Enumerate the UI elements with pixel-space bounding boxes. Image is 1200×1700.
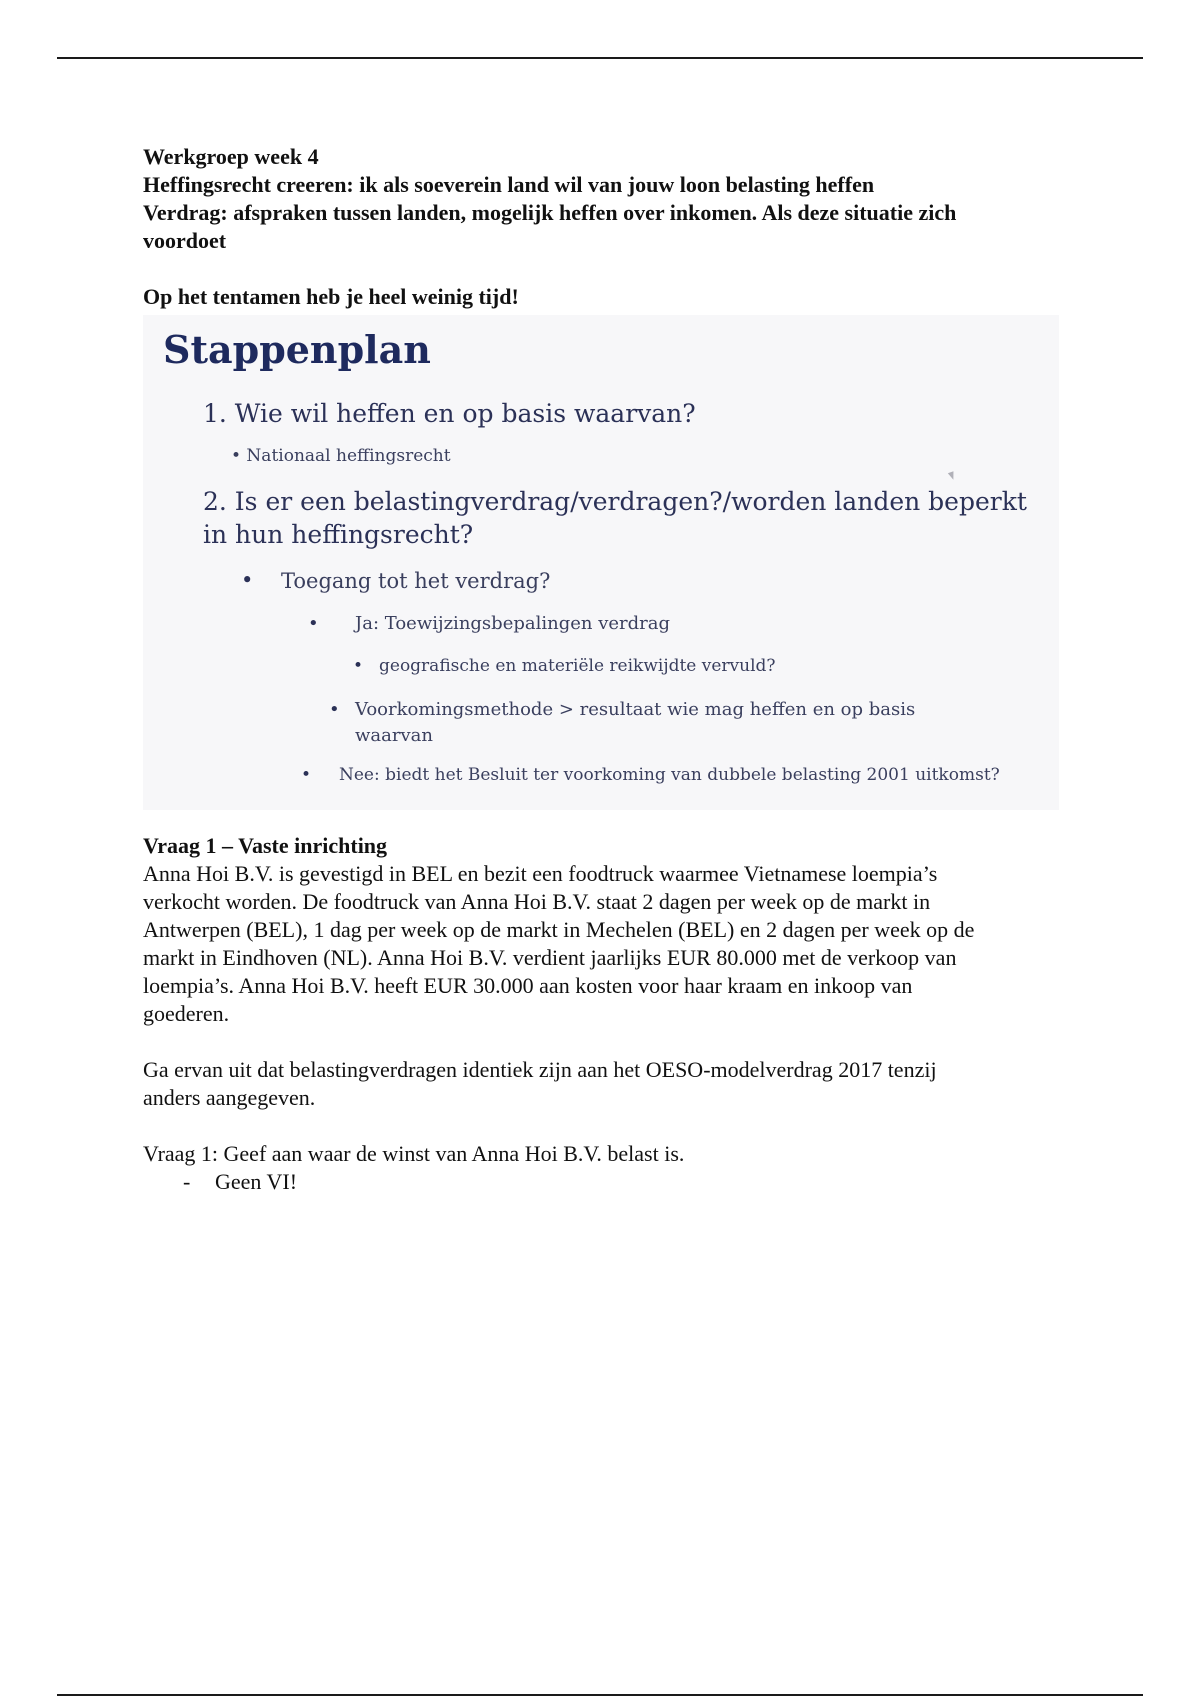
spacer: [143, 1028, 1083, 1056]
slide-bullet: •: [329, 699, 340, 720]
top-rule: [57, 57, 1143, 59]
slide-method-line-1: Voorkomingsmethode > resultaat wie mag heffen en op basis: [355, 699, 916, 720]
spacer: [143, 1112, 1083, 1140]
question-line: Antwerpen (BEL), 1 dag per week op de markt in Mechelen (BEL) en 2 dagen per week op de: [143, 917, 975, 942]
slide-bullet: •: [353, 656, 364, 676]
slide-method-line-2: waarvan: [355, 725, 433, 746]
dash-marker: -: [183, 1169, 191, 1194]
question-line: loempia’s. Anna Hoi B.V. heeft EUR 30.000 aan kosten voor haar kraam en inkoop van: [143, 973, 913, 998]
slide-bullet: •: [241, 568, 254, 592]
answer-text: Geen VI!: [215, 1169, 298, 1194]
stappenplan-slide-image: [143, 315, 1059, 810]
question-line: Anna Hoi B.V. is gevestigd in BEL en bezit een foodtruck waarmee Vietnamese loempia’s: [143, 861, 938, 886]
question-heading: Vraag 1 – Vaste inrichting: [143, 833, 388, 858]
slide-scope: geografische en materiële reikwijdte vervuld?: [379, 656, 776, 676]
header-line-heffingsrecht: Heffingsrecht creeren: ik als soeverein land wil van jouw loon belasting heffen: [143, 172, 875, 197]
slide-yes: Ja: Toewijzingsbepalingen verdrag: [355, 613, 670, 634]
assumption-line-1: Ga ervan uit dat belastingverdragen identiek zijn aan het OESO-modelverdrag 2017 tenzij: [143, 1057, 937, 1082]
bottom-rule: [57, 1694, 1143, 1696]
slide-no: Nee: biedt het Besluit ter voorkoming van dubbele belasting 2001 uitkomst?: [339, 765, 1000, 785]
document-body: [143, 143, 1083, 1196]
header-line-verdrag-cont: voordoet: [143, 228, 227, 253]
slide-step-2-line-2: in hun heffingsrecht?: [203, 520, 474, 549]
question-line: markt in Eindhoven (NL). Anna Hoi B.V. verdient jaarlijks EUR 80.000 met de verkoop van: [143, 945, 957, 970]
slide-step-1-sub: • Nationaal heffingsrecht: [231, 446, 451, 466]
answer-item: [183, 1168, 1083, 1196]
slide-bullet: •: [308, 613, 319, 634]
slide-step-2-line-1: 2. Is er een belastingverdrag/verdragen?/worden landen beperkt: [203, 487, 1027, 516]
header-line-verdrag: Verdrag: afspraken tussen landen, mogelijk heffen over inkomen. Als deze situatie zich: [143, 200, 957, 225]
question-line: verkocht worden. De foodtruck van Anna Hoi B.V. staat 2 dagen per week op de markt in: [143, 889, 931, 914]
slide-step-1: 1. Wie wil heffen en op basis waarvan?: [203, 399, 696, 428]
slide-title: Stappenplan: [163, 327, 431, 372]
exam-note: Op het tentamen heb je heel weinig tijd!: [143, 284, 519, 309]
mouse-cursor-icon: [948, 471, 956, 481]
slide-access: Toegang tot het verdrag?: [281, 569, 551, 593]
slide-bullet: •: [301, 765, 312, 785]
question-line: goederen.: [143, 1001, 230, 1026]
question-ask: Vraag 1: Geef aan waar de winst van Anna Hoi B.V. belast is.: [143, 1141, 685, 1166]
assumption-line-2: anders aangegeven.: [143, 1085, 316, 1110]
doc-title: Werkgroep week 4: [143, 144, 319, 169]
spacer: [143, 255, 1083, 283]
